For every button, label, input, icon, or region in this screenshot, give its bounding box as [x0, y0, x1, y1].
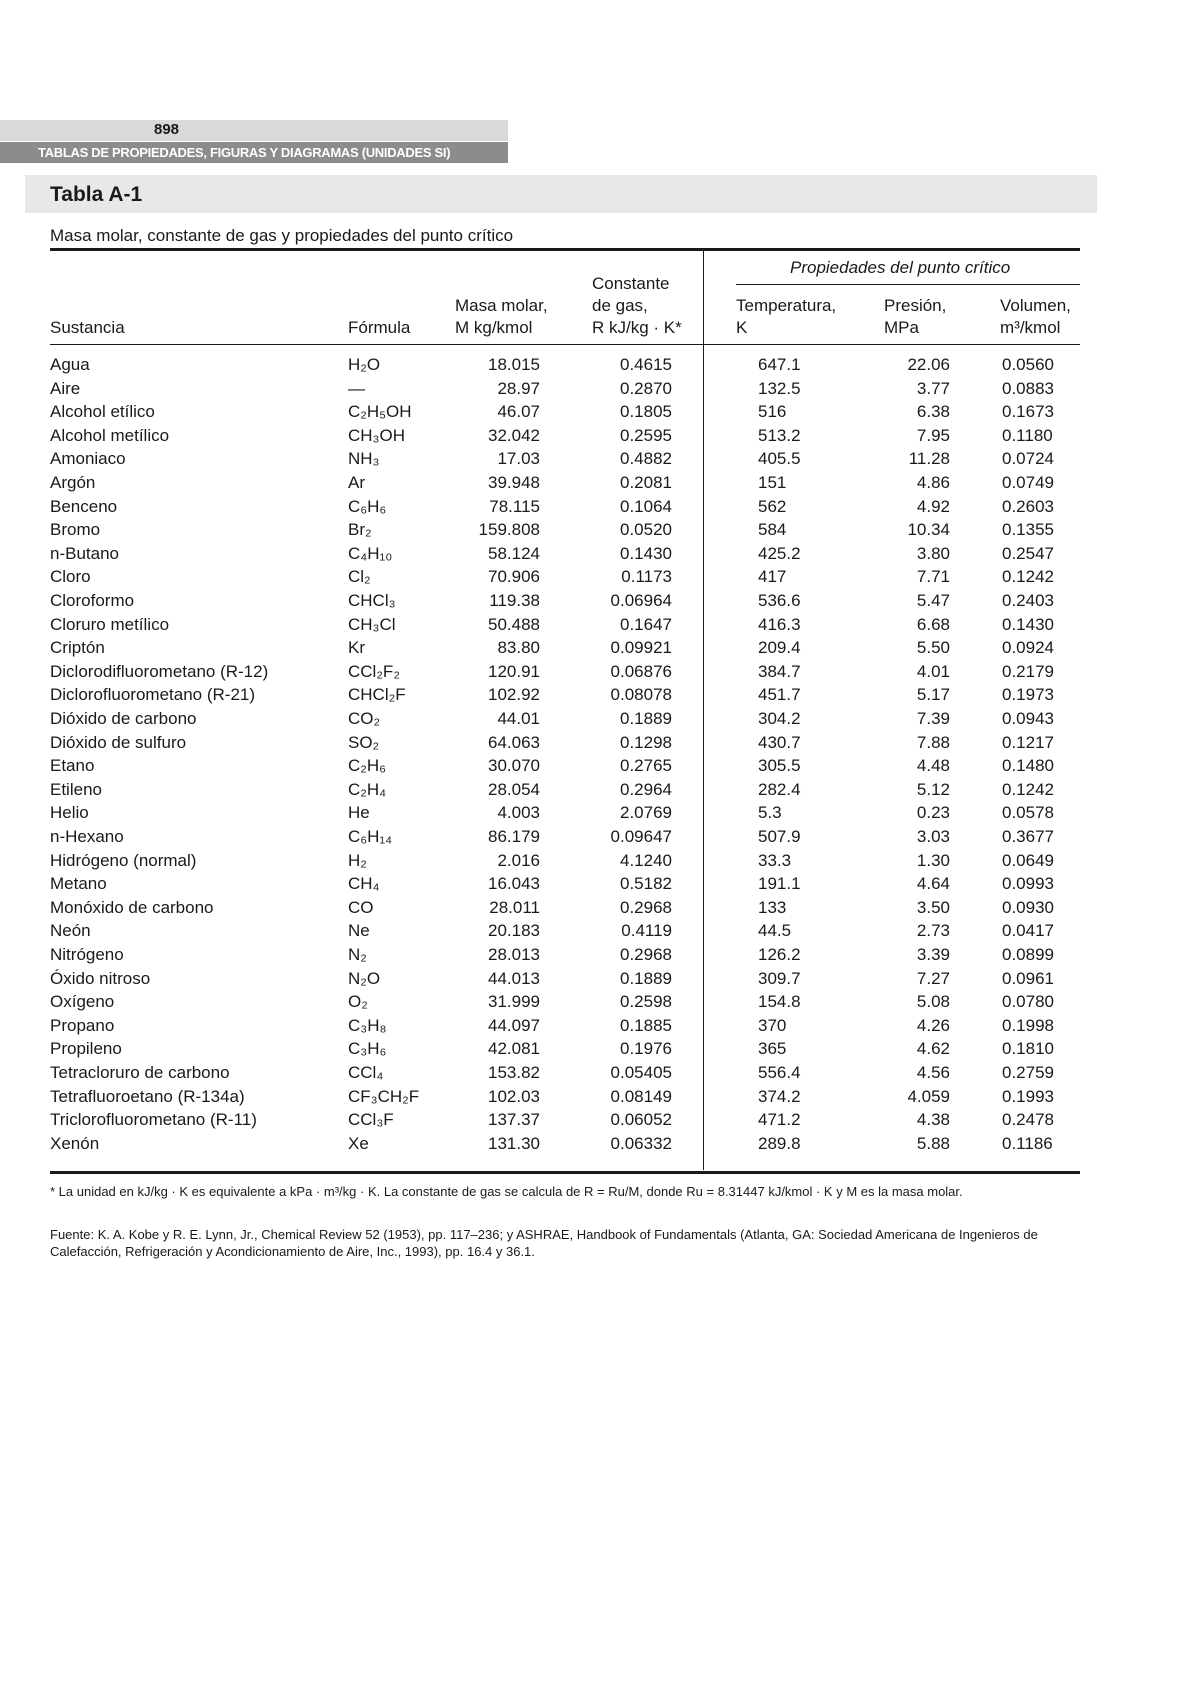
molar-mass-cell: 18.015 — [488, 355, 540, 374]
critical-volume-cell: 0.0578 — [1002, 803, 1054, 823]
critical-pressure-cell: 6.38 — [916, 402, 950, 422]
table-row — [0, 1063, 1200, 1087]
table-top-rule — [50, 248, 1080, 251]
critical-temperature-cell: 44.5 — [758, 921, 792, 941]
table-row — [0, 402, 1200, 426]
group-header-rule — [736, 284, 1080, 285]
critical-volume-cell: 0.0899 — [1002, 945, 1054, 964]
critical-temperature-cell: 507.9 — [758, 827, 801, 846]
substance-name-cell: Diclorodifluorometano (R-12) — [50, 661, 269, 681]
table-row — [0, 379, 1200, 403]
formula-cell: C₄H₁₀ — [348, 543, 393, 563]
header-pres-line1: Presión, — [884, 296, 947, 315]
gas-constant-cell: 0.4882 — [620, 449, 672, 469]
critical-pressure-cell: 5.88 — [916, 1133, 950, 1153]
critical-temperature-cell: 374.2 — [758, 1086, 801, 1106]
header-gas-line1: Constante — [592, 274, 670, 293]
header-temp-line2: K — [736, 318, 748, 337]
critical-pressure-cell: 7.71 — [916, 567, 950, 587]
molar-mass-cell: 20.183 — [488, 921, 540, 941]
substance-name-cell: Tetrafluoroetano (R-134a) — [50, 1086, 245, 1106]
formula-cell: CF₃CH₂F — [348, 1086, 420, 1106]
critical-pressure-cell: 22.06 — [907, 355, 950, 374]
header-mass-line1: Masa molar, — [455, 296, 548, 315]
critical-temperature-cell: 365 — [758, 1039, 787, 1059]
substance-name-cell: Cloroformo — [50, 591, 135, 610]
critical-temperature-cell: 513.2 — [758, 425, 801, 445]
critical-pressure-cell: 5.12 — [916, 779, 950, 799]
gas-constant-cell: 0.06332 — [610, 1133, 672, 1153]
table-row — [0, 851, 1200, 875]
gas-constant-cell: 0.1889 — [620, 968, 672, 988]
substance-name-cell: Tetracloruro de carbono — [50, 1063, 230, 1082]
formula-cell: CHCl₂F — [348, 685, 406, 705]
gas-constant-cell: 0.08149 — [610, 1086, 672, 1106]
critical-temperature-cell: 126.2 — [758, 945, 801, 964]
critical-pressure-cell: 4.059 — [907, 1086, 950, 1106]
critical-point-group-header: Propiedades del punto crítico — [790, 258, 1011, 277]
gas-constant-cell: 0.1976 — [620, 1039, 672, 1059]
critical-pressure-cell: 3.50 — [916, 897, 950, 917]
critical-volume-cell: 0.0943 — [1002, 709, 1054, 728]
table-caption: Masa molar, constante de gas y propiedades del punto crítico — [50, 226, 514, 245]
table-row — [0, 1087, 1200, 1111]
critical-pressure-cell: 3.77 — [916, 378, 950, 398]
critical-temperature-cell: 282.4 — [758, 779, 801, 799]
substance-name-cell: Propano — [50, 1015, 115, 1035]
table-row — [0, 591, 1200, 615]
critical-temperature-cell: 132.5 — [758, 378, 801, 398]
formula-cell: H₂O — [348, 355, 381, 374]
critical-temperature-cell: 417 — [758, 567, 787, 587]
critical-volume-cell: 0.2403 — [1002, 591, 1054, 610]
critical-pressure-cell: 10.34 — [907, 520, 950, 540]
molar-mass-cell: 44.097 — [488, 1015, 540, 1035]
header-vol-line1: Volumen, — [1000, 296, 1071, 315]
critical-temperature-cell: 416.3 — [758, 614, 801, 634]
critical-pressure-cell: 4.62 — [916, 1039, 950, 1059]
substance-name-cell: Criptón — [50, 638, 105, 658]
header-bottom-rule — [50, 344, 1080, 345]
formula-cell: CCl₃F — [348, 1110, 394, 1130]
molar-mass-cell: 153.82 — [488, 1063, 540, 1082]
header-temp-line1: Temperatura, — [736, 296, 837, 315]
critical-volume-cell: 0.1242 — [1002, 779, 1054, 799]
critical-volume-cell: 0.0749 — [1002, 473, 1054, 492]
table-row — [0, 1110, 1200, 1134]
critical-temperature-cell: 33.3 — [758, 850, 792, 870]
critical-pressure-cell: 5.17 — [916, 685, 950, 705]
critical-volume-cell: 0.1355 — [1002, 520, 1054, 540]
table-row — [0, 685, 1200, 709]
critical-pressure-cell: 0.23 — [916, 803, 950, 823]
critical-pressure-cell: 7.39 — [916, 709, 950, 728]
header-formula: Fórmula — [348, 318, 411, 337]
formula-cell: Ar — [348, 473, 365, 492]
gas-constant-cell: 0.4615 — [620, 355, 672, 374]
molar-mass-cell: 78.115 — [489, 496, 540, 516]
molar-mass-cell: 28.97 — [497, 378, 540, 398]
critical-volume-cell: 0.0724 — [1002, 449, 1054, 469]
substance-name-cell: Etano — [50, 756, 95, 776]
critical-temperature-cell: 425.2 — [758, 543, 801, 563]
critical-pressure-cell: 7.27 — [916, 968, 950, 988]
molar-mass-cell: 46.07 — [497, 402, 540, 422]
table-row — [0, 355, 1200, 379]
critical-pressure-cell: 7.95 — [916, 425, 950, 445]
formula-cell: Br₂ — [348, 520, 372, 540]
critical-volume-cell: 0.1430 — [1002, 614, 1054, 634]
critical-volume-cell: 0.2603 — [1002, 496, 1054, 516]
substance-name-cell: Argón — [50, 473, 96, 492]
substance-name-cell: Triclorofluorometano (R-11) — [50, 1110, 257, 1130]
critical-pressure-cell: 2.73 — [916, 921, 950, 941]
table-row — [0, 1134, 1200, 1158]
gas-constant-cell: 0.1885 — [620, 1015, 672, 1035]
formula-cell: O₂ — [348, 992, 368, 1012]
header-pres-line2: MPa — [884, 318, 919, 337]
gas-constant-cell: 0.09647 — [610, 827, 672, 846]
formula-cell: N₂ — [348, 945, 367, 964]
table-row — [0, 709, 1200, 733]
critical-pressure-cell: 4.92 — [916, 496, 950, 516]
formula-cell: NH₃ — [348, 449, 380, 469]
critical-temperature-cell: 305.5 — [758, 756, 801, 776]
molar-mass-cell: 102.03 — [488, 1086, 540, 1106]
critical-volume-cell: 0.2547 — [1002, 543, 1054, 563]
formula-cell: He — [348, 803, 370, 823]
molar-mass-cell: 44.013 — [488, 968, 540, 988]
critical-pressure-cell: 4.01 — [916, 661, 950, 681]
gas-constant-cell: 0.1805 — [620, 402, 672, 422]
critical-temperature-cell: 5.3 — [758, 803, 782, 823]
gas-constant-cell: 0.1298 — [620, 732, 672, 752]
critical-temperature-cell: 151 — [758, 473, 787, 492]
substance-name-cell: Monóxido de carbono — [50, 897, 214, 917]
critical-temperature-cell: 405.5 — [758, 449, 801, 469]
table-row — [0, 520, 1200, 544]
critical-temperature-cell: 304.2 — [758, 709, 801, 728]
table-title-bar — [25, 175, 1097, 213]
header-substance: Sustancia — [50, 318, 125, 337]
footnote-units: * La unidad en kJ/kg · K es equivalente a kPa · m³/kg · K. La constante de gas se calcula de R = Ru/M, donde Ru = 8.31447 kJ/kmol · K y M es la masa molar. — [50, 1184, 963, 1199]
formula-cell: CH₄ — [348, 874, 380, 894]
critical-temperature-cell: 562 — [758, 496, 787, 516]
molar-mass-cell: 64.063 — [488, 732, 540, 752]
critical-temperature-cell: 289.8 — [758, 1133, 801, 1153]
critical-temperature-cell: 309.7 — [758, 968, 801, 988]
substance-name-cell: Cloruro metílico — [50, 614, 170, 634]
critical-volume-cell: 0.0993 — [1002, 874, 1054, 894]
formula-cell: C₆H₆ — [348, 496, 387, 516]
formula-cell: H₂ — [348, 850, 367, 870]
formula-cell: CH₃Cl — [348, 614, 396, 634]
table-row — [0, 662, 1200, 686]
molar-mass-cell: 39.948 — [488, 473, 540, 492]
header-mass-line2: M kg/kmol — [455, 318, 533, 337]
table-row — [0, 756, 1200, 780]
formula-cell: CCl₂F₂ — [348, 661, 400, 681]
critical-pressure-cell: 5.50 — [916, 638, 950, 658]
substance-name-cell: Neón — [50, 921, 91, 941]
substance-name-cell: Etileno — [50, 779, 102, 799]
table-title: Tabla A-1 — [50, 183, 143, 206]
critical-temperature-cell: 133 — [758, 897, 787, 917]
molar-mass-cell: 16.043 — [488, 874, 540, 894]
molar-mass-cell: 70.906 — [488, 567, 540, 587]
critical-volume-cell: 0.1810 — [1002, 1039, 1054, 1059]
critical-pressure-cell: 3.03 — [916, 827, 950, 846]
gas-constant-cell: 0.2595 — [620, 425, 672, 445]
gas-constant-cell: 0.1889 — [620, 709, 672, 728]
table-row — [0, 969, 1200, 993]
substance-name-cell: Hidrógeno (normal) — [50, 850, 197, 870]
critical-volume-cell: 0.1993 — [1002, 1086, 1054, 1106]
table-row — [0, 449, 1200, 473]
critical-pressure-cell: 3.39 — [916, 945, 950, 964]
gas-constant-cell: 0.1430 — [620, 543, 672, 563]
critical-temperature-cell: 209.4 — [758, 638, 801, 658]
formula-cell: — — [348, 378, 365, 398]
molar-mass-cell: 119.38 — [489, 591, 540, 610]
molar-mass-cell: 30.070 — [488, 756, 540, 776]
formula-cell: Xe — [348, 1133, 369, 1153]
formula-cell: C₂H₆ — [348, 756, 387, 776]
critical-temperature-cell: 647.1 — [758, 355, 801, 374]
molar-mass-cell: 50.488 — [488, 614, 540, 634]
molar-mass-cell: 137.37 — [488, 1110, 540, 1130]
formula-cell: CCl₄ — [348, 1063, 384, 1082]
critical-temperature-cell: 154.8 — [758, 992, 801, 1012]
critical-volume-cell: 0.0961 — [1002, 968, 1054, 988]
critical-pressure-cell: 4.86 — [916, 473, 950, 492]
molar-mass-cell: 83.80 — [497, 638, 540, 658]
substance-name-cell: Dióxido de carbono — [50, 709, 197, 728]
gas-constant-cell: 0.2765 — [620, 756, 672, 776]
formula-cell: Ne — [348, 921, 370, 941]
section-header: TABLAS DE PROPIEDADES, FIGURAS Y DIAGRAMAS (UNIDADES SI) — [0, 142, 508, 163]
critical-volume-cell: 0.0924 — [1002, 638, 1054, 658]
gas-constant-cell: 0.1647 — [620, 614, 672, 634]
formula-cell: Kr — [348, 638, 365, 658]
page-number-bar — [0, 120, 508, 141]
molar-mass-cell: 32.042 — [488, 425, 540, 445]
molar-mass-cell: 86.179 — [488, 827, 540, 846]
gas-constant-cell: 0.2081 — [620, 473, 672, 492]
gas-constant-cell: 0.2968 — [620, 897, 672, 917]
substance-name-cell: Benceno — [50, 496, 118, 516]
critical-pressure-cell: 5.08 — [916, 992, 950, 1012]
molar-mass-cell: 42.081 — [488, 1039, 540, 1059]
critical-volume-cell: 0.2179 — [1002, 661, 1054, 681]
critical-volume-cell: 0.1217 — [1002, 732, 1054, 752]
formula-cell: C₂H₄ — [348, 779, 387, 799]
substance-name-cell: Bromo — [50, 520, 101, 540]
table-row — [0, 638, 1200, 662]
substance-name-cell: Xenón — [50, 1133, 100, 1153]
gas-constant-cell: 0.2598 — [620, 992, 672, 1012]
substance-name-cell: Helio — [50, 803, 89, 823]
critical-pressure-cell: 7.88 — [916, 732, 950, 752]
substance-name-cell: Diclorofluorometano (R-21) — [50, 685, 256, 705]
substance-name-cell: Cloro — [50, 567, 91, 587]
table-row — [0, 733, 1200, 757]
substance-name-cell: Alcohol etílico — [50, 402, 155, 422]
substance-name-cell: Metano — [50, 874, 107, 894]
critical-volume-cell: 0.1480 — [1002, 756, 1054, 776]
critical-pressure-cell: 4.64 — [916, 874, 950, 894]
table-row — [0, 898, 1200, 922]
table-row — [0, 992, 1200, 1016]
formula-cell: C₃H₈ — [348, 1015, 387, 1035]
gas-constant-cell: 0.1173 — [621, 567, 672, 587]
gas-constant-cell: 0.1064 — [620, 496, 672, 516]
critical-volume-cell: 0.1186 — [1002, 1133, 1053, 1153]
molar-mass-cell: 58.124 — [488, 543, 540, 563]
table-row — [0, 426, 1200, 450]
critical-temperature-cell: 191.1 — [758, 874, 801, 894]
critical-temperature-cell: 370 — [758, 1015, 787, 1035]
molar-mass-cell: 28.011 — [489, 897, 540, 917]
table-row — [0, 615, 1200, 639]
header-gas-line3: R kJ/kg · K* — [592, 318, 682, 337]
gas-constant-cell: 0.06964 — [610, 591, 672, 610]
gas-constant-cell: 2.0769 — [620, 803, 672, 823]
critical-pressure-cell: 4.48 — [916, 756, 950, 776]
molar-mass-cell: 17.03 — [497, 449, 540, 469]
critical-volume-cell: 0.2759 — [1002, 1063, 1054, 1082]
table-row — [0, 473, 1200, 497]
header-vol-line2: m³/kmol — [1000, 318, 1061, 337]
critical-temperature-cell: 584 — [758, 520, 787, 540]
substance-name-cell: Agua — [50, 355, 90, 374]
molar-mass-cell: 4.003 — [497, 803, 540, 823]
footnote-source: Fuente: K. A. Kobe y R. E. Lynn, Jr., Chemical Review 52 (1953), pp. 117–236; y ASHRAE, Handbook of Fundamentals (Atlanta, GA: Sociedad Americana de Ingenieros de Calefacción, Refrigeración y Acondicionamiento de Aire, Inc., 1993), pp. 16.4 y 36.1. — [50, 1227, 1038, 1259]
molar-mass-cell: 44.01 — [497, 709, 540, 728]
critical-volume-cell: 0.0417 — [1002, 921, 1054, 941]
formula-cell: CO₂ — [348, 709, 381, 728]
formula-cell: CHCl₃ — [348, 591, 396, 610]
critical-temperature-cell: 516 — [758, 402, 787, 422]
critical-temperature-cell: 430.7 — [758, 732, 801, 752]
substance-name-cell: Óxido nitroso — [50, 968, 151, 988]
critical-volume-cell: 0.1180 — [1002, 425, 1053, 445]
table-row — [0, 874, 1200, 898]
substance-name-cell: Dióxido de sulfuro — [50, 732, 187, 752]
critical-volume-cell: 0.3677 — [1002, 827, 1054, 846]
table-row — [0, 827, 1200, 851]
gas-constant-cell: 0.5182 — [620, 874, 672, 894]
formula-cell: SO₂ — [348, 732, 380, 752]
table-row — [0, 567, 1200, 591]
critical-temperature-cell: 536.6 — [758, 591, 801, 610]
critical-volume-cell: 0.0649 — [1002, 850, 1054, 870]
molar-mass-cell: 28.013 — [488, 945, 540, 964]
critical-volume-cell: 0.0780 — [1002, 992, 1054, 1012]
substance-name-cell: Oxígeno — [50, 992, 115, 1012]
molar-mass-cell: 159.808 — [478, 520, 540, 540]
critical-pressure-cell: 4.56 — [916, 1063, 950, 1082]
substance-name-cell: Nitrógeno — [50, 945, 124, 964]
critical-pressure-cell: 6.68 — [916, 614, 950, 634]
substance-name-cell: n-Hexano — [50, 827, 124, 846]
table-row — [0, 1039, 1200, 1063]
header-gas-line2: de gas, — [592, 296, 648, 315]
formula-cell: C₆H₁₄ — [348, 827, 393, 846]
critical-volume-cell: 0.1673 — [1002, 402, 1054, 422]
formula-cell: C₃H₆ — [348, 1039, 387, 1059]
gas-constant-cell: 0.2870 — [620, 378, 672, 398]
critical-temperature-cell: 556.4 — [758, 1063, 801, 1082]
critical-pressure-cell: 3.80 — [916, 543, 950, 563]
molar-mass-cell: 102.92 — [488, 685, 540, 705]
gas-constant-cell: 0.0520 — [620, 520, 672, 540]
gas-constant-cell: 0.2968 — [620, 945, 672, 964]
formula-cell: CO — [348, 897, 374, 917]
formula-cell: CH₃OH — [348, 425, 405, 445]
gas-constant-cell: 0.06052 — [610, 1110, 672, 1130]
molar-mass-cell: 28.054 — [488, 779, 540, 799]
table-row — [0, 921, 1200, 945]
critical-volume-cell: 0.1973 — [1002, 685, 1054, 705]
critical-pressure-cell: 5.47 — [916, 591, 950, 610]
molar-mass-cell: 2.016 — [497, 850, 540, 870]
formula-cell: Cl₂ — [348, 567, 371, 587]
gas-constant-cell: 0.2964 — [620, 779, 672, 799]
substance-name-cell: Propileno — [50, 1039, 122, 1059]
gas-constant-cell: 0.06876 — [610, 661, 672, 681]
gas-constant-cell: 4.1240 — [620, 850, 672, 870]
critical-volume-cell: 0.0560 — [1002, 355, 1054, 374]
table-row — [0, 780, 1200, 804]
table-row — [0, 945, 1200, 969]
substance-name-cell: n-Butano — [50, 543, 119, 563]
critical-pressure-cell: 1.30 — [916, 850, 950, 870]
table-row — [0, 1016, 1200, 1040]
critical-volume-cell: 0.2478 — [1002, 1110, 1054, 1130]
critical-pressure-cell: 11.28 — [908, 449, 950, 469]
gas-constant-cell: 0.09921 — [610, 638, 672, 658]
table-row — [0, 544, 1200, 568]
molar-mass-cell: 131.30 — [488, 1133, 540, 1153]
critical-pressure-cell: 4.26 — [916, 1015, 950, 1035]
critical-temperature-cell: 471.2 — [758, 1110, 801, 1130]
table-row — [0, 497, 1200, 521]
substance-name-cell: Alcohol metílico — [50, 425, 170, 445]
critical-temperature-cell: 384.7 — [758, 661, 801, 681]
table-row — [0, 803, 1200, 827]
critical-volume-cell: 0.0930 — [1002, 897, 1054, 917]
critical-volume-cell: 0.0883 — [1002, 378, 1054, 398]
critical-pressure-cell: 4.38 — [916, 1110, 950, 1130]
molar-mass-cell: 31.999 — [488, 992, 540, 1012]
molar-mass-cell: 120.91 — [488, 661, 540, 681]
critical-volume-cell: 0.1242 — [1002, 567, 1054, 587]
gas-constant-cell: 0.4119 — [621, 921, 672, 941]
substance-name-cell: Amoniaco — [50, 449, 126, 469]
critical-temperature-cell: 451.7 — [758, 685, 801, 705]
table-bottom-rule — [50, 1171, 1080, 1174]
gas-constant-cell: 0.05405 — [610, 1063, 672, 1082]
substance-name-cell: Aire — [50, 378, 81, 398]
gas-constant-cell: 0.08078 — [610, 685, 672, 705]
formula-cell: C₂H₅OH — [348, 402, 412, 422]
page-number: 898 — [154, 121, 180, 138]
critical-volume-cell: 0.1998 — [1002, 1015, 1054, 1035]
formula-cell: N₂O — [348, 968, 381, 988]
